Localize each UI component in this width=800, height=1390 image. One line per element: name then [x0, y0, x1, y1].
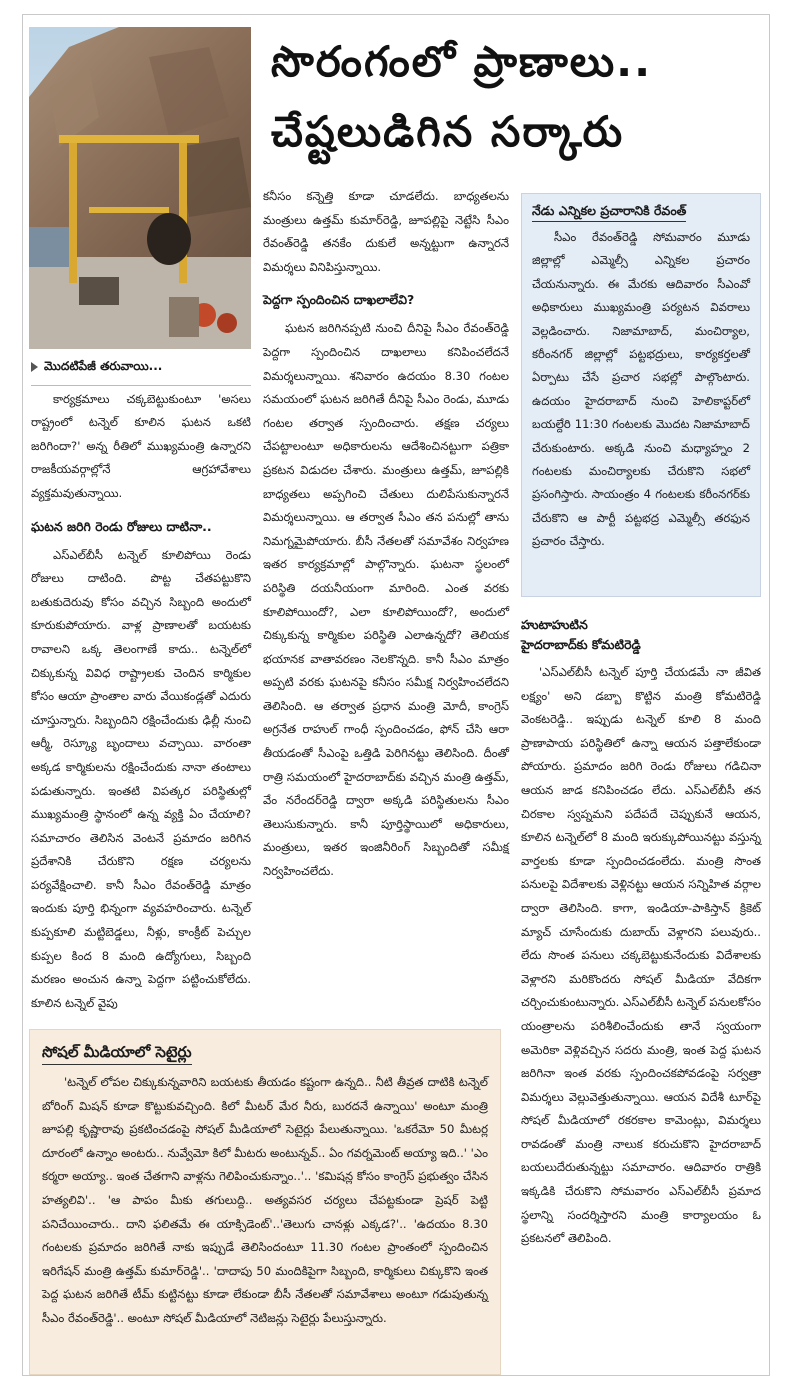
column-2-subhead: పెద్దగా స్పందించిన దాఖలాలేవి? — [263, 292, 415, 308]
social-title: సోషల్ మీడియాలో సెటైర్లు — [42, 1040, 192, 1065]
column-2-body: ఘటన జరిగినప్పటి నుంచి దీనిపై సీఎం రేవంత్‌రెడ్డి పెద్దగా స్పందించిన దాఖలాలు కనిపించలేదనే విమర్శలున్నాయి. శనివారం ఉదయం 8.30 గంటల సమయంలో ఘటన జరిగితే దీనిపై సీఎం రెండు, మూడు గంటల తర్వాత స్పందించారు. తక్షణ చర్యలు చేపట్టాలంటూ అధికారులను ఆదేశించినట్టుగా పత్రికా ప్రకటన విడుదల చేశారు. మంత్రులు ఉత్తమ్, జూపల్లికి బాధ్యతలు అప్పగించి చేతులు దులిపేసుకున్నారనే విమర్శలున్నాయి. ఆ తర్వాత సీఎం తన పనుల్లో తాను నిమగ్నమైపోయారు. బీసీ నేతలతో సమావేశం నిర్వహణ ఇతర కార్యక్రమాల్లో పాల్గొన్నారు. ఘటనా స్థలంలో పరిస్థితి దయనీయంగా మారింది. ఎంత వరకు కూలిపోయిందో?, ఎలా కూలిపోయిందో?, అందులో చిక్కుకున్న కార్మికుల పరిస్థితి ఎలాఉన్నదో? తెలియక భయానక వాతావరణం నెలకొన్నది. కానీ సీఎం మాత్రం అప్పటి వరకు ఘటనపై కనీసం సమీక్ష నిర్వహించలేదని తెలిసింది. ఆ తర్వాత ప్రధాన మంత్రి మోదీ, కాంగ్రెస్ అగ్రనేత రాహుల్ గాంధీ స్పందించడం, ఫోన్ చేసి ఆరా తీయడంతో సీఎంపై ఒత్తిడి పెరిగినట్టు తెలిసింది. దీంతో రాత్రి సమయంలో హైదరాబాద్‌కు వచ్చిన మంత్రి ఉత్తమ్, వేం నరేందర్‌రెడ్డి ద్వారా అక్కడి పరిస్థితులను సీఎం తెలుసుకున్నారు. కానీ పూర్తిస్థాయిలో అధికారులు, మంత్రులు, ఇతర ఇంజినీరింగ్ సిబ్బందితో సమీక్ష నిర్వహించలేదు. — [263, 321, 509, 879]
photo-caption — [31, 349, 251, 386]
column-2-continuation: కనీసం కన్నెత్తి కూడా చూడలేదు. బాధ్యతలను మంత్రులు ఉత్తమ్ కుమార్‌రెడ్డి, జూపల్లిపై నెట్టేసి సీఎం రేవంత్‌రెడ్డి తనకేం దుకులే అన్నట్టుగా ఉన్నారనే విమర్శలు వినిపిస్తున్నాయి. — [263, 189, 509, 274]
caption-arrow-icon — [31, 362, 38, 372]
column-1-intro: కార్యక్రమాలు చక్కబెట్టుకుంటూ 'అసలు రాష్ట్రంలో టన్నెల్ కూలిన ఘటన ఒకటి జరిగిందా?' అన్న రీతిలో ముఖ్యమంత్రి ఉన్నారని రాజకీయవర్గాల్లోనే ఆగ్రహావేశాలు వ్యక్తమవుతున్నాయి. — [31, 391, 251, 500]
column-1-subhead: ఘటన జరిగి రెండు రోజులు దాటినా.. — [31, 518, 212, 534]
column-3-subhead-line-2: హైదరాబాద్‌కు కోమటిరెడ్డి — [521, 637, 641, 652]
column-3-subhead — [521, 615, 761, 655]
column-1-body: ఎస్ఎల్‌బీసీ టన్నెల్ కూలిపోయి రెండు రోజులు దాటింది. పొట్ట చేతపట్టుకొని బతుకుదెరువు కోసం వచ్చిన సిబ్బంది అందులో కూరుకుపోయారు. వాళ్ల ప్రాణాలతో బయటకు రావాలని ఒక్క తెలంగాణే కాదు.. టన్నెల్‌లో చిక్కుకున్న వివిధ రాష్ట్రాలకు చెందిన కార్మికుల కోసం ఆయా ప్రాంతాల వారు వేయికండ్లతో ఎదురు చూస్తున్నారు. సిబ్బందిని రక్షించేందుకు ఢిల్లీ నుంచి ఆర్మీ, రెస్క్యూ బృందాలు వచ్చాయి. వారంతా అక్కడ కార్మికులను రక్షించేందుకు నానా తంటాలు పడుతున్నారు. ఇంతటి విపత్కర పరిస్థితుల్లో ముఖ్యమంత్రి స్థానంలో ఉన్న వ్యక్తి ఏం చేయాలి? సమాచారం తెలిసిన వెంటనే ప్రమాదం జరిగిన ప్రదేశానికి చేరుకొని రక్షణ చర్యలను పర్యవేక్షించాలి. కానీ సీఎం రేవంత్‌రెడ్డి మాత్రం ఇందుకు పూర్తి భిన్నంగా వ్యవహరించారు. టన్నెల్ కుప్పకూలి మట్టిబెడ్డలు, నీళ్లు, కాంక్రీట్ పెచ్చుల కుప్పల కింద 8 మంది ఉద్యోగులు, సిబ్బంది మరణం అంచున ఉన్నా పెద్దగా పట్టించుకోలేదు. కూలిన టన్నెల్ వైపు — [31, 547, 251, 1010]
column-2 — [263, 185, 509, 884]
social-body: 'టన్నెల్ లోపల చిక్కుకున్నవారిని బయటకు తీయడం కష్టంగా ఉన్నది.. నీటి తీవ్రత దాటికి టన్నెల్ బోరింగ్ మిషన్ కూడా కొట్టుకువచ్చింది. కిలో మీటర్ మేర నీరు, బురదనే ఉన్నాయి' అంటూ మంత్రి జూపల్లి కృష్ణారావు ప్రకటించడంపై సోషల్ మీడియాలో సెటైర్లు పేలుతున్నాయి. 'ఒకరేమో 50 మీటర్ల దూరంలో ఉన్నాం అంటరు.. నువ్వేమో కిలో మీటరు అంటున్నవ్.. ఏం గవర్నమెంట్ అయ్యా ఇది..' 'ఎం కర్మరా అయ్యా.. ఇంత చేతగాని వాళ్లను గెలిపించుకున్నాం..'.. 'కమిషన్ల కోసం కాంగ్రెస్ ప్రభుత్వం చేసిన హత్యలివి'.. 'ఆ పాపం మీకు తగులుద్ది.. అత్యవసర చర్యలు చేపట్టకుండా ప్రెషర్ పెట్టి పనిచేయించారు.. దాని ఫలితమే ఈ యాక్సిడెంట్'..'తెలుగు చానళ్లు ఎక్కడ?'.. 'ఉదయం 8.30 గంటలకు ప్రమాదం జరిగితే నాకు ఇప్పుడే తెలిసిందంటూ 11.30 గంటల ప్రాంతంలో స్పందించిన ఇరిగేషన్ మంత్రి ఉత్తమ్ కుమార్‌రెడ్డి'.. 'దాదాపు 50 మందికిపైగా సిబ్బంది, కార్మికులు చిక్కుకొని ఇంత పెద్ద ఘటన జరిగితే టీమ్ కుట్టినట్టు కూడా లేకుండా బీసీ నేతలతో సమావేశాలు అంటూ గడుపుతున్న సీఎం రేవంత్‌రెడ్డి'.. అంటూ సోషల్ మీడియాలో నెటిజన్లు సెటైర్లు పేలుస్తున్నారు. — [42, 1075, 488, 1325]
sidebar-body: సీఎం రేవంత్‌రెడ్డి సోమవారం మూడు జిల్లాల్లో ఎమ్మెల్సీ ఎన్నికల ప్రచారం చేయనున్నారు. ఈ మేరకు ఆదివారం సీఎంవో అధికారులు ముఖ్యమంత్రి పర్యటన వివరాలు వెల్లడించారు. నిజామాబాద్, మంచిర్యాల, కరీంనగర్ జిల్లాల్లో పట్టభద్రులు, కార్యకర్తలతో ఏర్పాటు చేసే ప్రచార సభల్లో పాల్గొంటారు. ఉదయం హైదరాబాద్ నుంచి హెలికాప్టర్‌లో బయల్దేరి 11:30 గంటలకు మొదట నిజామాబాద్ చేరుకుంటారు. అక్కడి నుంచి మధ్యాహ్నం 2 గంటలకు మంచిర్యాలకు చేరుకొని సభలో ప్రసంగిస్తారు. సాయంత్రం 4 గంటలకు కరీంనగర్‌కు చేరుకొని ఆ పార్టీ పట్టభద్ర ఎమ్మెల్సీ తరఫున ప్రచారం చేస్తారు. — [532, 230, 750, 549]
social-media-box — [29, 1029, 501, 1375]
sidebar-title: నేడు ఎన్నికల ప్రచారానికి రేవంత్ — [532, 201, 686, 222]
campaign-sidebar-box — [521, 193, 761, 597]
column-3 — [521, 615, 761, 1251]
headline — [271, 27, 761, 167]
newspaper-page — [22, 14, 770, 1376]
caption-text: మొదటిపేజీ తరువాయి... — [44, 359, 163, 373]
column-1 — [31, 349, 251, 1015]
column-3-body: 'ఎస్ఎల్‌బీసీ టన్నెల్ పూర్తి చేయడమే నా జీవిత లక్ష్యం' అని డబ్బా కొట్టిన మంత్రి కోమటిరెడ్డి వెంకటరెడ్డి.. ఇప్పుడు టన్నెల్ కూలి 8 మంది ప్రాణాపాయ పరిస్థితిలో ఉన్నా ఆయన పత్తాలేకుండా పోయారు. ప్రమాదం జరిగి రెండు రోజులు గడిచినా ఆయన జాడ కనిపించడం లేదు. ఎస్ఎల్‌బీసీ తన చిరకాల స్వప్నమని పదేపదే చెప్పుకునే ఆయన, కూలిన టన్నెల్‌లో 8 మంది ఇరుక్కుపోయినట్టు వస్తున్న వార్తలకు కూడా స్పందించడంలేదు. మంత్రి సొంత పనులపై విదేశాలకు వెళ్లినట్టు ఆయన సన్నిహిత వర్గాల ద్వారా తెలిసింది. కాగా, ఇండియా-పాకిస్తాన్ క్రికెట్ మ్యాచ్ చూసేందుకు దుబాయ్ వెళ్లారని పలువురు.. లేదు సొంత పనులు చక్కబెట్టుకునేందుకు విదేశాలకు వెళ్లారని మరికొందరు సోషల్ మీడియా వేదికగా చర్చించుకుంటున్నారు. ఎస్ఎల్‌బీసీ టన్నెల్ పనులకోసం యంత్రాలను పరిశీలించేందుకు తానే స్వయంగా అమెరికా వెళ్లివచ్చిన సదరు మంత్రి, ఇంత పెద్ద ఘటన జరిగినా ఇంత వరకు స్పందించకపోవడంపై సర్వత్రా విమర్శలు వెల్లువెత్తుతున్నాయి. ఆయన విదేశీ టూర్‌పై సోషల్ మీడియాలో రకరకాల కామెంట్లు, విమర్శలు రావడంతో మంత్రి నాలుక కరుచుకొని హైదరాబాద్ బయలుదేరుతున్నట్టు సమాచారం. ఆదివారం రాత్రికి ఇక్కడికి చేరుకొని సోమవారం ఎస్ఎల్‌బీసీ ప్రమాద స్థలాన్ని సందర్శిస్తారని మంత్రి కార్యాలయం ఓ ప్రకటనలో తెలిపింది. — [521, 665, 761, 1246]
headline-line-2: చేష్టలుడిగిన సర్కారు — [271, 107, 625, 156]
tunnel-photo — [29, 27, 251, 349]
headline-line-1: సొరంగంలో ప్రాణాలు.. — [271, 37, 653, 86]
column-3-subhead-line-1: హుటాహుటిన — [521, 617, 588, 632]
